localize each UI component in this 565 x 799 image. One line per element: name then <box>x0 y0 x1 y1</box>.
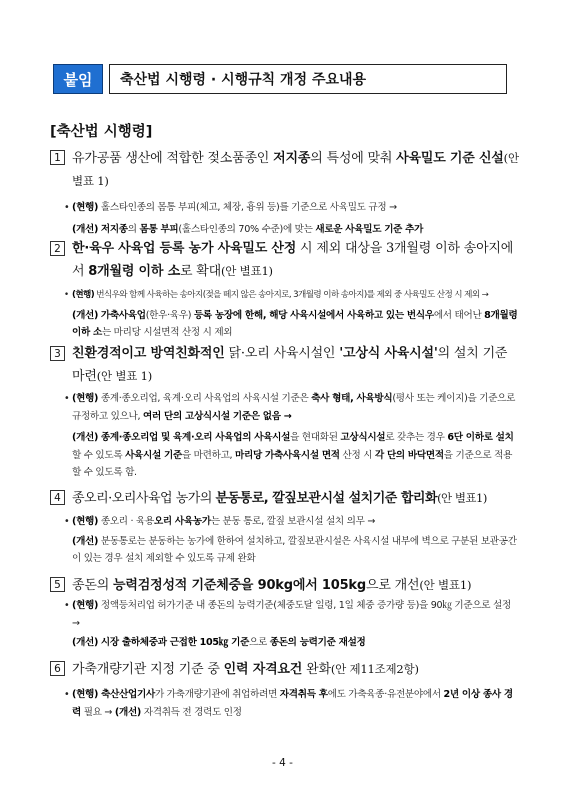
item-3 <box>50 343 520 482</box>
page-number: - 4 - <box>272 757 293 769</box>
item-main: 6 가축개량기관 지정 기준 중 인력 자격요건 완화(안 제11조제2항) <box>50 658 520 681</box>
document-title: 축산법 시행령 · 시행규칙 개정 주요내용 <box>109 64 507 94</box>
improved-rule: (개선) 저지종의 몸통 부피(홀스타인종의 70% 수준)에 맞는 새로운 사육밀도 기준 추가 <box>72 223 424 235</box>
item-1 <box>50 147 520 238</box>
document-header <box>53 64 507 94</box>
current-rule: • (현행) 번식우와 함께 사육하는 송아지(젖을 떼지 않은 송아지로, 3개월령 이하 송아지)를 제외 중 사육밀도 산정 시 제외 → <box>64 290 489 300</box>
item-number: 2 <box>50 241 65 256</box>
item-5 <box>50 574 520 652</box>
item-number: 6 <box>50 661 65 676</box>
improved-rule: (개선) 종계·종오리업 및 육계·오리 사육업의 사육시설을 현대화된 고상식시설로 갖추는 경우 6단 이하로 설치할 수 있도록 사육시설 기준을 마련하고, 마리당 가축사육시설 면적 산정 시 각 단의 바닥면적을 기준으로 적용할 수 있도록 함. <box>72 432 514 478</box>
item-number: 4 <box>50 490 65 505</box>
item-2 <box>50 238 520 342</box>
improved-rule: (개선) 시장 출하체중과 근접한 105㎏ 기준으로 종돈의 능력기준 재설정 <box>72 637 366 648</box>
item-main: 2 한·육우 사육업 등록 농가 사육밀도 산정 시 제외 대상을 3개월령 이하 송아지에서 8개월령 이하 소로 확대(안 별표1) <box>50 238 520 283</box>
item-4 <box>50 487 520 568</box>
item-number: 3 <box>50 346 65 361</box>
current-rule: • (현행) 정액등처리업 허가기준 내 종돈의 능력기준(체중도달 일령, 1일 체중 증가량 등)을 90㎏ 기준으로 설정 → <box>64 600 511 629</box>
section-title: [축산법 시행령] <box>50 124 153 140</box>
item-6 <box>50 658 520 721</box>
item-main: 3 친환경적이고 방역친화적인 닭·오리 사육시설인 '고상식 사육시설'의 설치 기준 마련(안 별표 1) <box>50 343 520 388</box>
item-main: 4 종오리·오리사육업 농가의 분동통로, 깔짚보관시설 설치기준 합리화(안 별표1) <box>50 487 520 510</box>
current-rule: • (현행) 축산산업기사가 가축개량기관에 취업하려면 자격취득 후에도 가축육종·유전분야에서 2년 이상 종사 경력 필요 → (개선) 자격취득 전 경력도 인정 <box>64 689 513 718</box>
improved-rule: (개선) 분동통로는 분동하는 농가에 한하여 설치하고, 깔짚보관시설은 사육시설 내부에 벽으로 구분된 보관공간이 있는 경우 설치 제외할 수 있도록 규제 완화 <box>72 535 517 564</box>
item-main: 1 유가공품 생산에 적합한 젖소품종인 저지종의 특성에 맞춰 사육밀도 기준 신설(안 별표 1) <box>50 147 520 193</box>
attachment-badge: 붙임 <box>53 64 103 94</box>
improved-rule: (개선) 가축사육업(한우·육우) 등록 농장에 한해, 해당 사육시설에서 사육하고 있는 번식우에서 태어난 8개월령 이하 소는 마리당 시설면적 산정 시 제외 <box>72 309 518 338</box>
current-rule: • (현행) 종계·종오리업, 육계·오리 사육업의 사육시설 기준은 축사 형태, 사육방식(평사 또는 케이지)을 기준으로 규정하고 있으나, 여러 단의 고상식시설 기준은 없음 → <box>64 393 516 422</box>
item-main: 5 종돈의 능력검정성적 기준체중을 90kg에서 105kg으로 개선(안 별표1) <box>50 574 520 597</box>
item-number: 5 <box>50 577 65 592</box>
item-number: 1 <box>50 150 65 165</box>
current-rule: • (현행) 종오리 · 육용오리 사육농가는 분동 통로, 깔짚 보관시설 설치 의무 → <box>64 516 376 527</box>
current-rule: • (현행) 홀스타인종의 몸통 부피(체고, 체장, 흉위 등)를 기준으로 사육밀도 규정 → <box>64 202 397 213</box>
